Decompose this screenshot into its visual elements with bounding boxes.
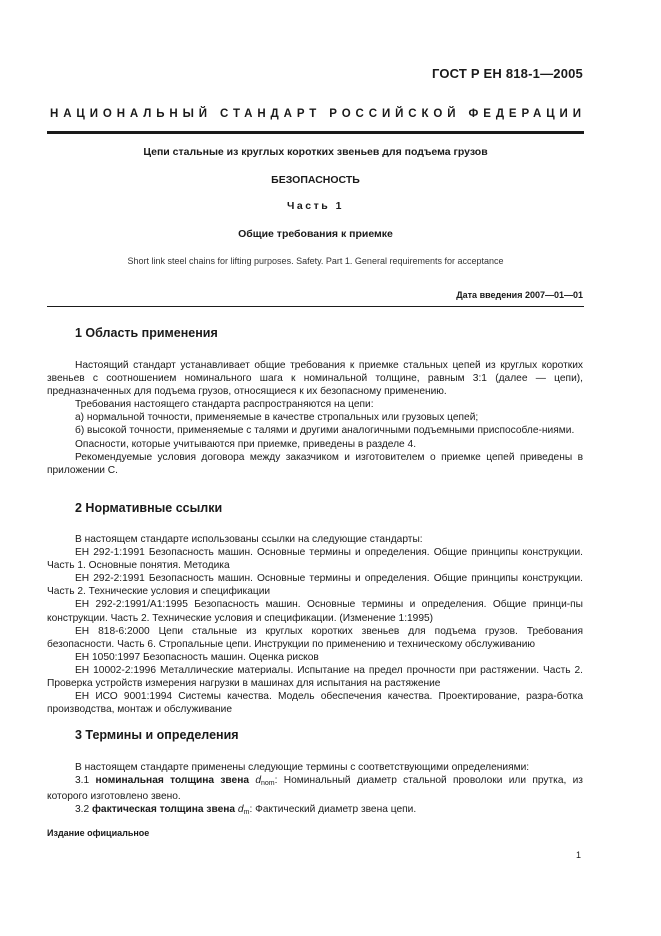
part-title: Часть 1 — [287, 200, 344, 212]
definition-text: : Фактический диаметр звена цепи. — [249, 804, 417, 816]
reference-item: ЕН 292-2:1991/А1:1995 Безопасность машин. Основные термины и определения. Общие принци-пы конструкции. Часть 2. Технические условия и спецификации. (Изменение 1:1995) — [47, 599, 583, 624]
definition-number: 3.1 — [75, 775, 90, 787]
paragraph: Требования настоящего стандарта распространяются на цепи: — [75, 399, 374, 411]
definition-term: номинальная толщина звена — [95, 775, 250, 787]
reference-item: ЕН 10002-2:1996 Металлические материалы. Испытание на предел прочности при растяжении. Часть 2. Проверка устройств измерения нагрузки в машинах для испытания на растяжение — [47, 664, 583, 690]
subtitle: Общие требования к приемке — [238, 228, 393, 240]
section-body-references — [47, 533, 583, 716]
safety-title: БЕЗОПАСНОСТЬ — [271, 174, 360, 186]
definition-term: фактическая толщина звена — [92, 804, 236, 816]
reference-item: ЕН 818-6:2000 Цепи стальные из круглых коротких звеньев для подъема грузов. Требования безопасности. Часть 6. Стропальные цепи. Инструкции по применению и техническому обслуживанию — [47, 625, 583, 650]
standard-title: Цепи стальные из круглых коротких звеньев для подъема грузов — [143, 146, 488, 158]
paragraph: Рекомендуемые условия договора между заказчиком и изготовителем о приемке цепей приведены в приложении С. — [47, 451, 583, 476]
paragraph: Настоящий стандарт устанавливает общие требования к приемке стальных цепей из круглых коротких звеньев с соотношением номинального шага к номинальной толщине, равным 3:1 (далее — цепи), предназначенных для подъема грузов, относящиеся к их безопасному применению. — [47, 360, 583, 398]
section-body-scope — [47, 359, 583, 477]
reference-item: ЕН 292-1:1991 Безопасность машин. Основные термины и определения. Общие принципы конструкции. Часть 1. Основные понятия. Методика — [47, 547, 583, 572]
definition-symbol: d — [237, 804, 244, 816]
reference-item: ЕН 1050:1997 Безопасность машин. Оценка рисков — [75, 651, 319, 663]
paragraph: В настоящем стандарте использованы ссылки на следующие стандарты: — [75, 534, 423, 545]
definition-symbol-subscript: nom — [260, 780, 275, 788]
document-code: ГОСТ Р ЕН 818-1—2005 — [431, 66, 583, 81]
official-edition-label: Издание официальное — [47, 828, 150, 838]
section-heading-terms: 3 Термины и определения — [75, 728, 239, 742]
definition-text: : Номинальный диаметр стальной проволоки или прутка, из которого изготовлено звено. — [47, 775, 583, 803]
page-number: 1 — [575, 850, 581, 860]
english-title: Short link steel chains for lifting purposes. Safety. Part 1. General requirements for acceptance — [127, 256, 504, 266]
definition-symbol: d — [255, 775, 261, 787]
section-body-terms — [47, 761, 583, 819]
reference-item: ЕН ИСО 9001:1994 Системы качества. Модель обеспечения качества. Проектирование, разра-ботка производства, монтаж и обслуживание — [47, 691, 583, 716]
reference-item: ЕН 292-2:1991 Безопасность машин. Основные термины и определения. Общие принципы конструкции. Часть 2. Технические условия и спецификации — [47, 573, 583, 598]
paragraph: В настоящем стандарте применены следующие термины с соответствующими определениями: — [75, 762, 530, 773]
definition-item — [47, 803, 583, 819]
list-item: б) высокой точности, применяемые с талями и другими аналогичными подъемными приспособле-ниями. — [75, 425, 575, 437]
section-heading-scope: 1 Область применения — [75, 326, 218, 340]
national-standard-banner: НАЦИОНАЛЬНЫЙ СТАНДАРТ РОССИЙСКОЙ ФЕДЕРАЦИИ — [50, 108, 586, 120]
introduction-date: Дата введения 2007—01—01 — [456, 290, 583, 300]
list-item: а) нормальной точности, применяемые в качестве стропальных или грузовых цепей; — [75, 412, 479, 424]
paragraph: Опасности, которые учитываются при приемке, приведены в разделе 4. — [75, 438, 417, 450]
date-rule — [47, 306, 584, 307]
header-rule — [47, 131, 584, 134]
definition-symbol-subscript: m — [243, 809, 250, 817]
definition-number: 3.2 — [75, 804, 90, 816]
definition-item — [47, 774, 583, 803]
section-heading-references: 2 Нормативные ссылки — [75, 501, 223, 515]
